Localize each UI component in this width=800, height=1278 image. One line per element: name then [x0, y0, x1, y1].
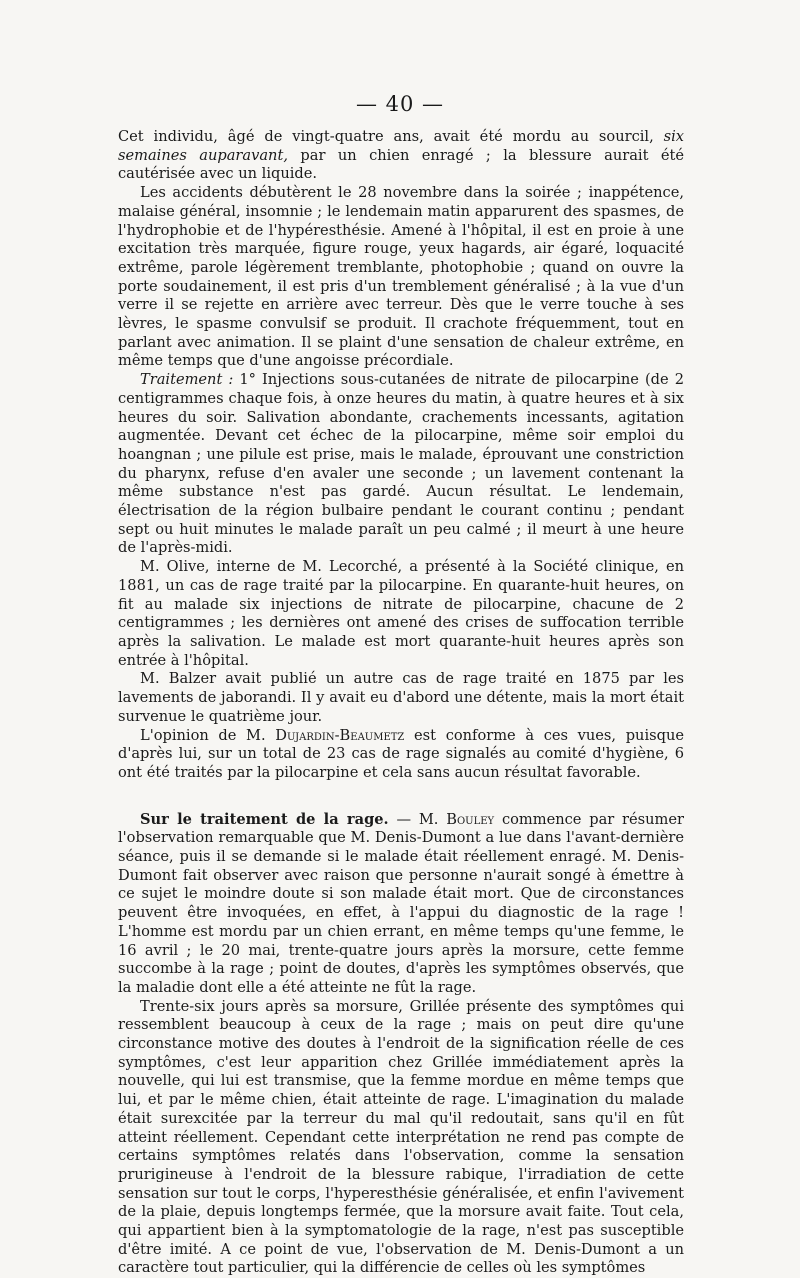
- paragraph: M. Olive, interne de M. Lecorché, a présenté à la Société clinique, en 1881, un cas de rage traité par la pilocarpine. En quarante-huit heures, on fit au malade six injections de nitrate de pilocarpine, chacune de 2 centigrammes ; les dernières ont amené des crises de suffocation terrible après la salivation. Le malade est mort quarante-huit heures après son entrée à l'hôpital.: [118, 558, 684, 669]
- smallcaps-name: Bouley: [446, 810, 495, 828]
- text-run: par un chien enragé ; la blessure aurait été cautérisée avec un liquide.: [118, 146, 684, 183]
- text-run: est conforme à ces vues, puisque d'après lui, sur un total de 23 cas de rage signalés au comité d'hygiène, 6 ont été traités par la pilocarpine et cela sans aucun résultat favorable.: [118, 726, 684, 781]
- section-gap: [118, 783, 684, 811]
- text-run: Cet individu, âgé de vingt-quatre ans, avait été mordu au sourcil,: [118, 128, 664, 145]
- paragraph: [118, 371, 684, 558]
- text-run: — M.: [388, 810, 447, 828]
- smallcaps-name: Dujardin-Beaumetz: [275, 726, 405, 744]
- paragraph: Les accidents débutèrent le 28 novembre dans la soirée ; inappétence, malaise général, insomnie ; le lendemain matin apparurent des spasmes, de l'hydrophobie et de l'hypéresthésie. Amené à l'hôpital, il est en proie à une excitation très marquée, figure rouge, yeux hagards, air égaré, loquacité extrême, parole légèrement tremblante, photophobie ; quand on ouvre la porte soudainement, il est pris d'un tremblement généralisé ; à la vue d'un verre il se rejette en arrière avec terreur. Dès que le verre touche à ses lèvres, le spasme convulsif se produit. Il crachote fréquemment, tout en parlant avec animation. Il se plaint d'une sensation de chaleur extrême, en même temps que d'une angoisse précordiale.: [118, 184, 684, 370]
- italic-text: Traitement :: [140, 371, 234, 389]
- paragraph: [118, 727, 684, 783]
- paragraph: Trente-six jours après sa morsure, Grillée présente des symptômes qui ressemblent beaucoup à ceux de la rage ; mais on peut dire qu'une circonstance motive des doutes à l'endroit de la signification réelle de ces symptômes, c'est leur apparition chez Grillée immédiatement après la nouvelle, qui lui est transmise, que la femme mordue en même temps que lui, et par le même chien, était atteinte de rage. L'imagination du malade était surexcitée par la terreur du mal qu'il redoutait, sans qu'il en fût atteint réellement. Cependant cette interprétation ne rend pas compte de certains symptômes relatés dans l'observation, comme la sensation prurigineuse à l'endroit de la blessure rabique, l'irradiation de cette sensation sur tout le corps, l'hyperesthésie généralisée, et enfin l'avivement de la plaie, depuis longtemps fermée, que la morsure avait faite. Tout cela, qui appartient bien à la symptomatologie de la rage, n'est pas susceptible d'être imité. A ce point de vue, l'observation de M. Denis-Dumont a un caractère tout particulier, qui la différencie de celles où les symptômes: [118, 997, 684, 1277]
- section-heading: Sur le traitement de la rage.: [140, 810, 389, 828]
- text-column: [118, 128, 684, 1278]
- italic-text: six semaines auparavant,: [118, 128, 684, 164]
- paragraph: [118, 128, 684, 184]
- text-run: commence par résumer l'observation remarquable que M. Denis-Dumont a lue dans l'avant-dernière séance, puis il se demande si le malade était réellement enragé. M. Denis-Dumont fait observer avec raison que personne n'aurait songé à émettre à ce sujet le moindre doute si son malade était mort. Que de circonstances peuvent être invoquées, en effet, à l'appui du diagnostic de la rage ! L'homme est mordu par un chien errant, en même temps qu'une femme, le 16 avril ; le 20 mai, trente-quatre jours après la morsure, cette femme succombe à la rage ; point de doutes, d'après les symptômes observés, que la maladie dont elle a été atteinte ne fût la rage.: [118, 810, 685, 996]
- paragraph: [118, 811, 684, 998]
- text-run: L'opinion de M.: [140, 726, 276, 744]
- text-run: 1° Injections sous-cutanées de nitrate de pilocarpine (de 2 centigrammes chaque fois, à onze heures du matin, à quatre heures et à six heures du soir. Salivation abondante, crachements incessants, agitation augmentée. Devant cet échec de la pilocarpine, même soir emploi du hoangnan ; une pilule est prise, mais le malade, éprouvant une constriction du pharynx, refuse d'en avaler une seconde ; un lavement contenant la même substance n'est pas gardé. Aucun résultat. Le lendemain, électrisation de la région bulbaire pendant le courant continu ; pendant sept ou huit minutes le malade paraît un peu calmé ; il meurt à une heure de l'après-midi.: [118, 371, 685, 557]
- paragraph: M. Balzer avait publié un autre cas de rage traité en 1875 par les lavements de jaborandi. Il y avait eu d'abord une détente, mais la mort était survenue le quatrième jour.: [118, 670, 684, 725]
- page-number: — 40 —: [355, 92, 445, 116]
